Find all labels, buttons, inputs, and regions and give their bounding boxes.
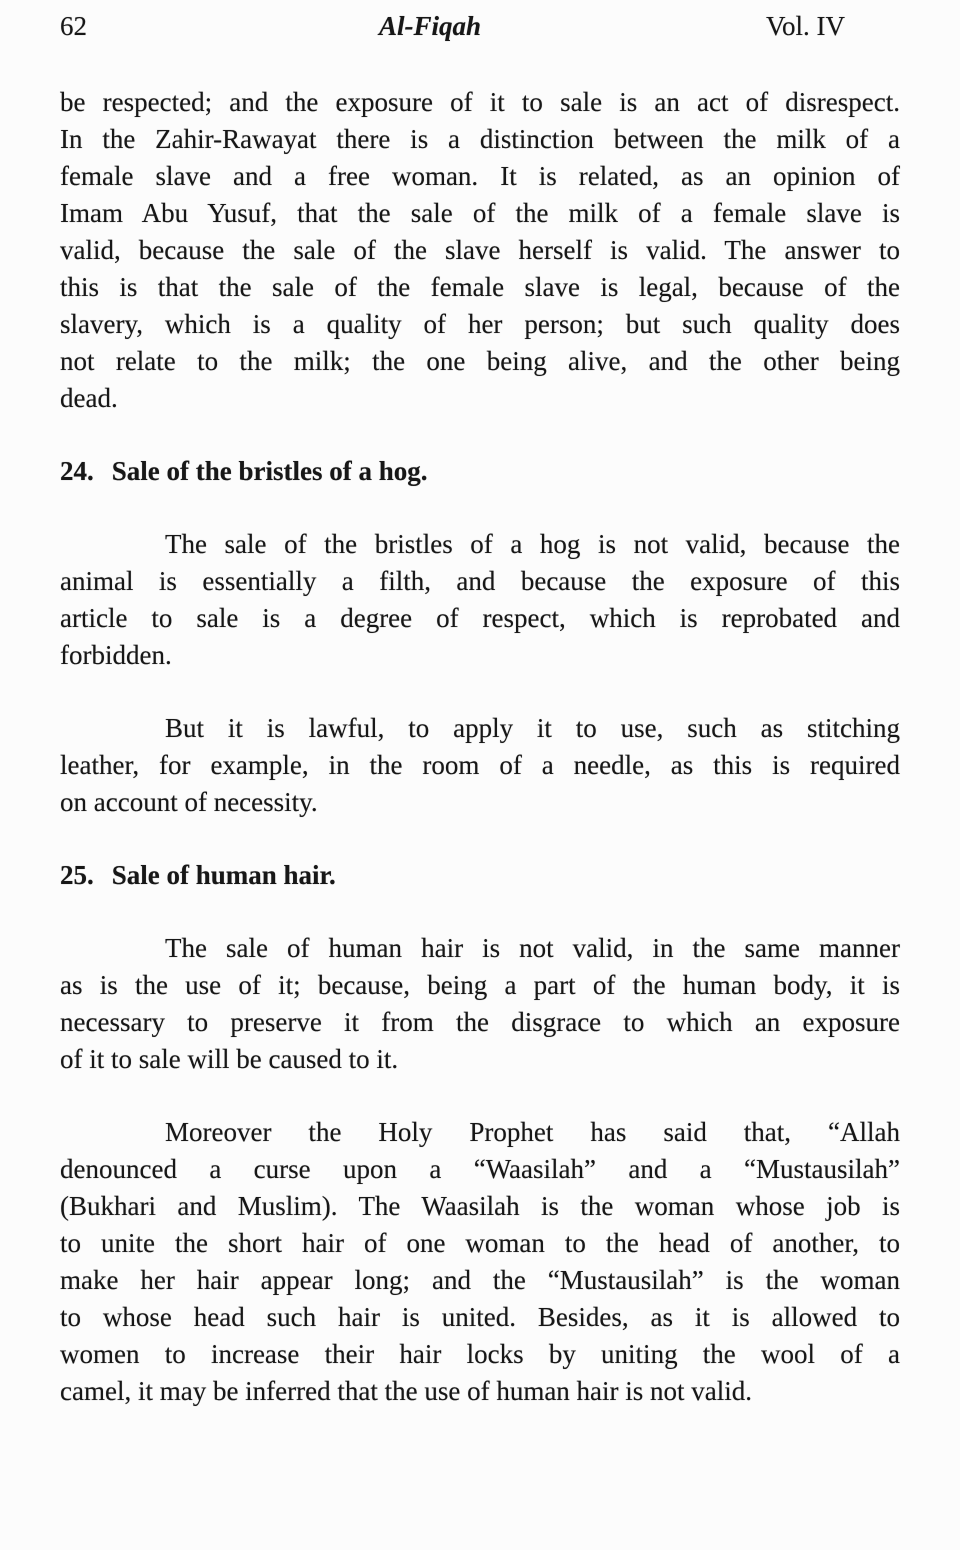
text-line: necessary to preserve it from the disgrace to which an exposure	[60, 1007, 900, 1037]
text-line: valid, because the sale of the slave herself is valid. The answer to	[60, 235, 900, 265]
text-line: The sale of the bristles of a hog is not valid, because the	[165, 529, 900, 559]
text-line: article to sale is a degree of respect, which is reprobated and	[60, 603, 900, 633]
section-title: Sale of the bristles of a hog.	[111, 456, 428, 486]
text-line: women to increase their hair locks by uniting the wool of a	[60, 1339, 900, 1369]
text-line: not relate to the milk; the one being alive, and the other being	[60, 346, 900, 376]
paragraph	[60, 84, 900, 417]
book-title: Al-Fiqah	[378, 11, 482, 41]
volume-label: Vol. IV	[765, 11, 845, 41]
text-line: of it to sale will be caused to it.	[60, 1044, 399, 1074]
text-line: to whose head such hair is united. Besides, as it is allowed to	[60, 1302, 900, 1332]
paragraph	[60, 526, 900, 674]
running-header	[0, 8, 960, 45]
text-line: this is that the sale of the female slave is legal, because of the	[60, 272, 900, 302]
section-heading	[60, 453, 900, 490]
text-line: make her hair appear long; and the “Mustausilah” is the woman	[60, 1265, 900, 1295]
text-line: be respected; and the exposure of it to sale is an act of disrespect.	[60, 87, 900, 117]
text-line: denounced a curse upon a “Waasilah” and a “Mustausilah”	[60, 1154, 900, 1184]
text-line: dead.	[60, 383, 118, 413]
text-line: on account of necessity.	[60, 787, 318, 817]
text-line: But it is lawful, to apply it to use, such as stitching	[165, 713, 900, 743]
text-line: forbidden.	[60, 640, 172, 670]
text-line: slavery, which is a quality of her person; but such quality does	[60, 309, 900, 339]
text-line: female slave and a free woman. It is related, as an opinion of	[60, 161, 900, 191]
paragraph	[60, 930, 900, 1078]
paragraph	[60, 710, 900, 821]
section-heading	[60, 857, 900, 894]
text-line: camel, it may be inferred that the use of human hair is not valid.	[60, 1376, 753, 1406]
page-number: 62	[60, 11, 87, 41]
page-body	[0, 84, 960, 1410]
text-line: Moreover the Holy Prophet has said that, “Allah	[165, 1117, 900, 1147]
text-line: (Bukhari and Muslim). The Waasilah is the woman whose job is	[60, 1191, 900, 1221]
text-line: to unite the short hair of one woman to the head of another, to	[60, 1228, 900, 1258]
section-number: 25.	[60, 860, 94, 890]
text-line: leather, for example, in the room of a needle, as this is required	[60, 750, 900, 780]
text-line: Imam Abu Yusuf, that the sale of the milk of a female slave is	[60, 198, 900, 228]
text-line: as is the use of it; because, being a part of the human body, it is	[60, 970, 900, 1000]
text-line: animal is essentially a filth, and because the exposure of this	[60, 566, 900, 596]
section-number: 24.	[60, 456, 94, 486]
text-line: In the Zahir-Rawayat there is a distinction between the milk of a	[60, 124, 900, 154]
section-title: Sale of human hair.	[111, 860, 336, 890]
paragraph	[60, 1114, 900, 1410]
text-line: The sale of human hair is not valid, in the same manner	[165, 933, 900, 963]
